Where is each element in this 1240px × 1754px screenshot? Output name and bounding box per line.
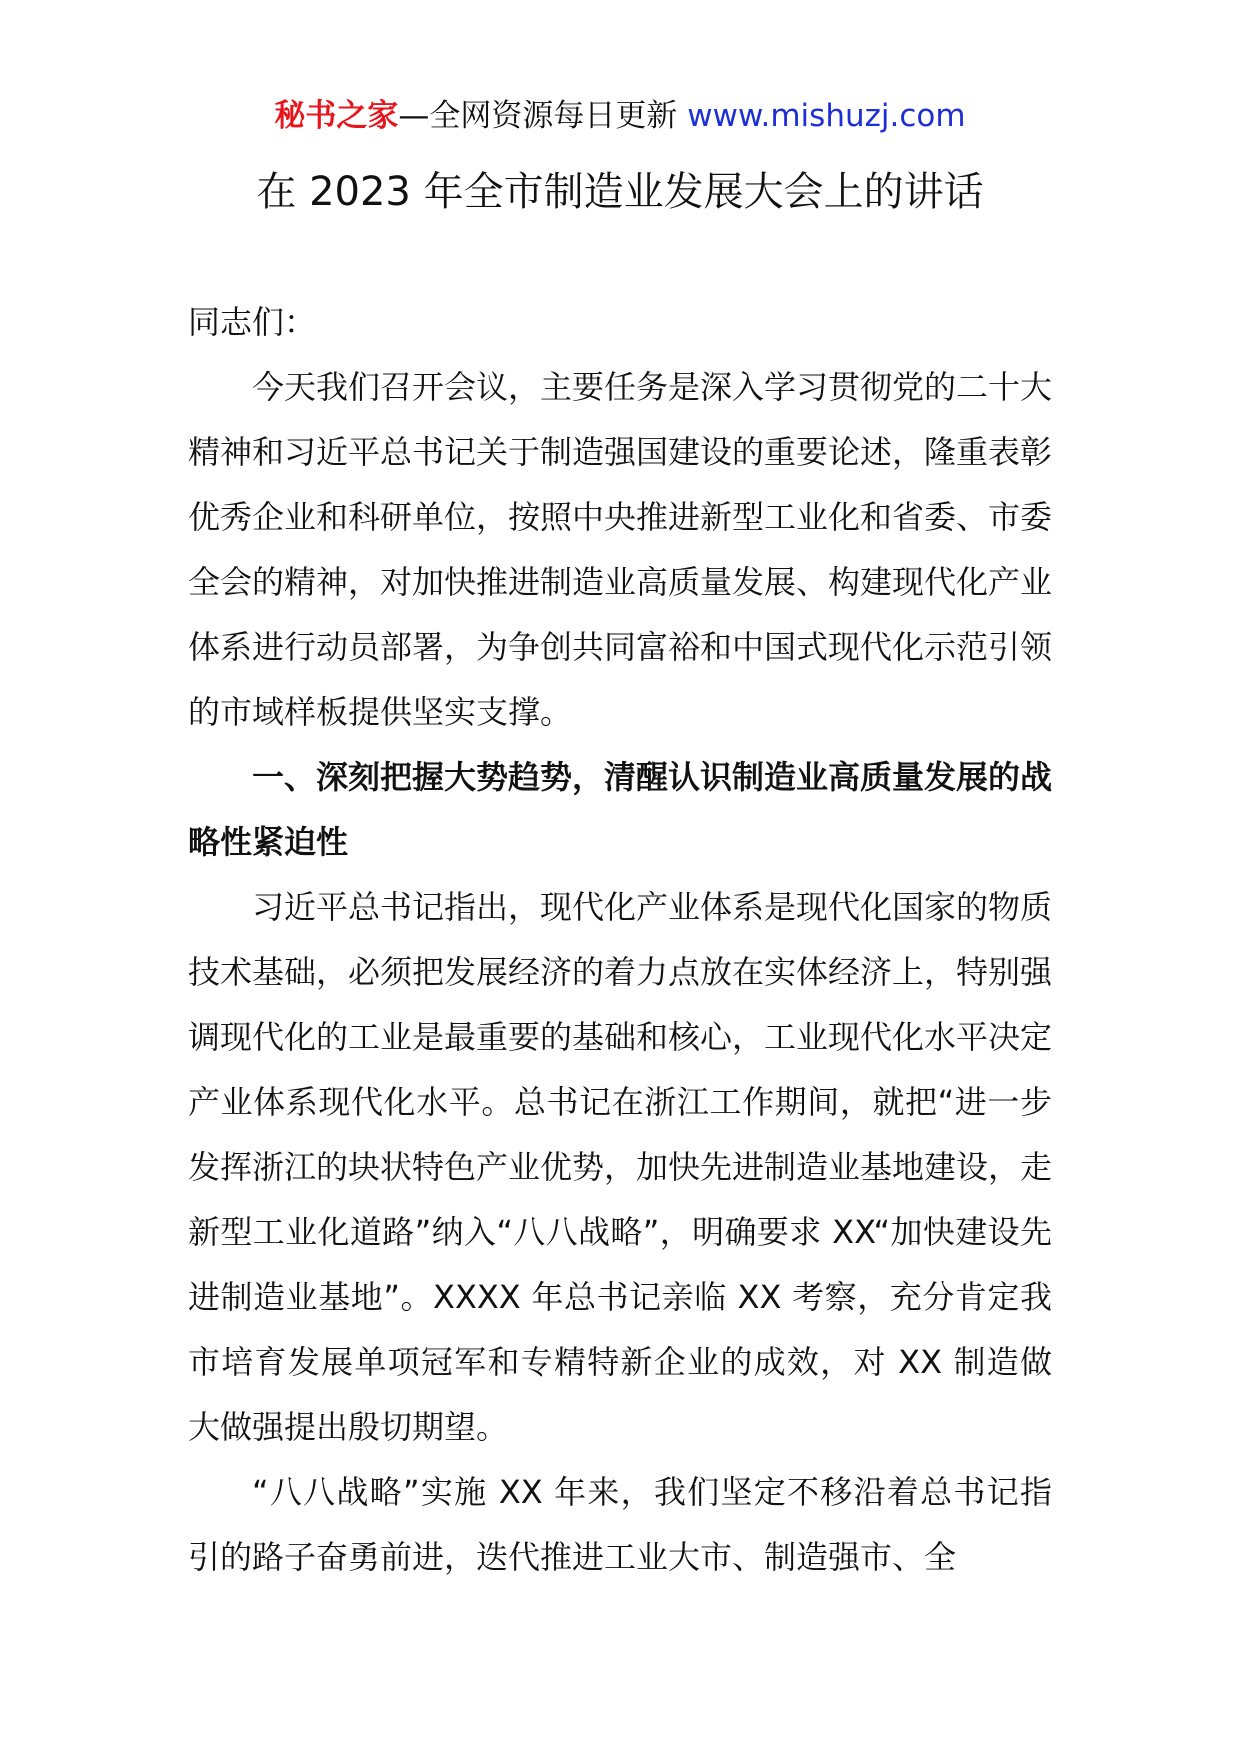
paragraph-xi-remarks: 习近平总书记指出，现代化产业体系是现代化国家的物质技术基础，必须把发展经济的着力点放在实体经济上，特别强调现代化的工业是最重要的基础和核心，工业现代化水平决定产业体系现代化水平。总书记在浙江工作期间，就把“进一步发挥浙江的块状特色产业优势，加快先进制造业基地建设，走新型工业化道路”纳入“八八战略”，明确要求 XX“加快建设先进制造业基地”。XXXX 年总书记亲临 XX 考察，充分肯定我市培育发展单项冠军和专精特新企业的成效，对 XX 制造做大做强提出殷切期望。: [188, 888, 1053, 1446]
section-heading-1: 一、深刻把握大势趋势，清醒认识制造业高质量发展的战略性紧迫性: [188, 758, 1053, 861]
document-title: 在 2023 年全市制造业发展大会上的讲话: [256, 169, 984, 215]
salutation: 同志们：: [188, 303, 317, 341]
paragraph-intro: 今天我们召开会议，主要任务是深入学习贯彻党的二十大精神和习近平总书记关于制造强国建设的重要论述，隆重表彰优秀企业和科研单位，按照中央推进新型工业化和省委、市委全会的精神，对加快推进制造业高质量发展、构建现代化产业体系进行动员部署，为争创共同富裕和中国式现代化示范引领的市域样板提供坚实支撑。: [188, 368, 1053, 731]
paragraph-strategy: “八八战略”实施 XX 年来，我们坚定不移沿着总书记指引的路子奋勇前进，迭代推进工业大市、制造强市、全: [188, 1473, 1052, 1576]
site-url-link[interactable]: www.mishuzj.com: [687, 98, 966, 134]
banner-tagline: —全网资源每日更新: [398, 98, 688, 134]
document-body: [188, 290, 1052, 1590]
brand-name: 秘书之家: [274, 98, 399, 134]
site-banner: [0, 96, 1240, 136]
